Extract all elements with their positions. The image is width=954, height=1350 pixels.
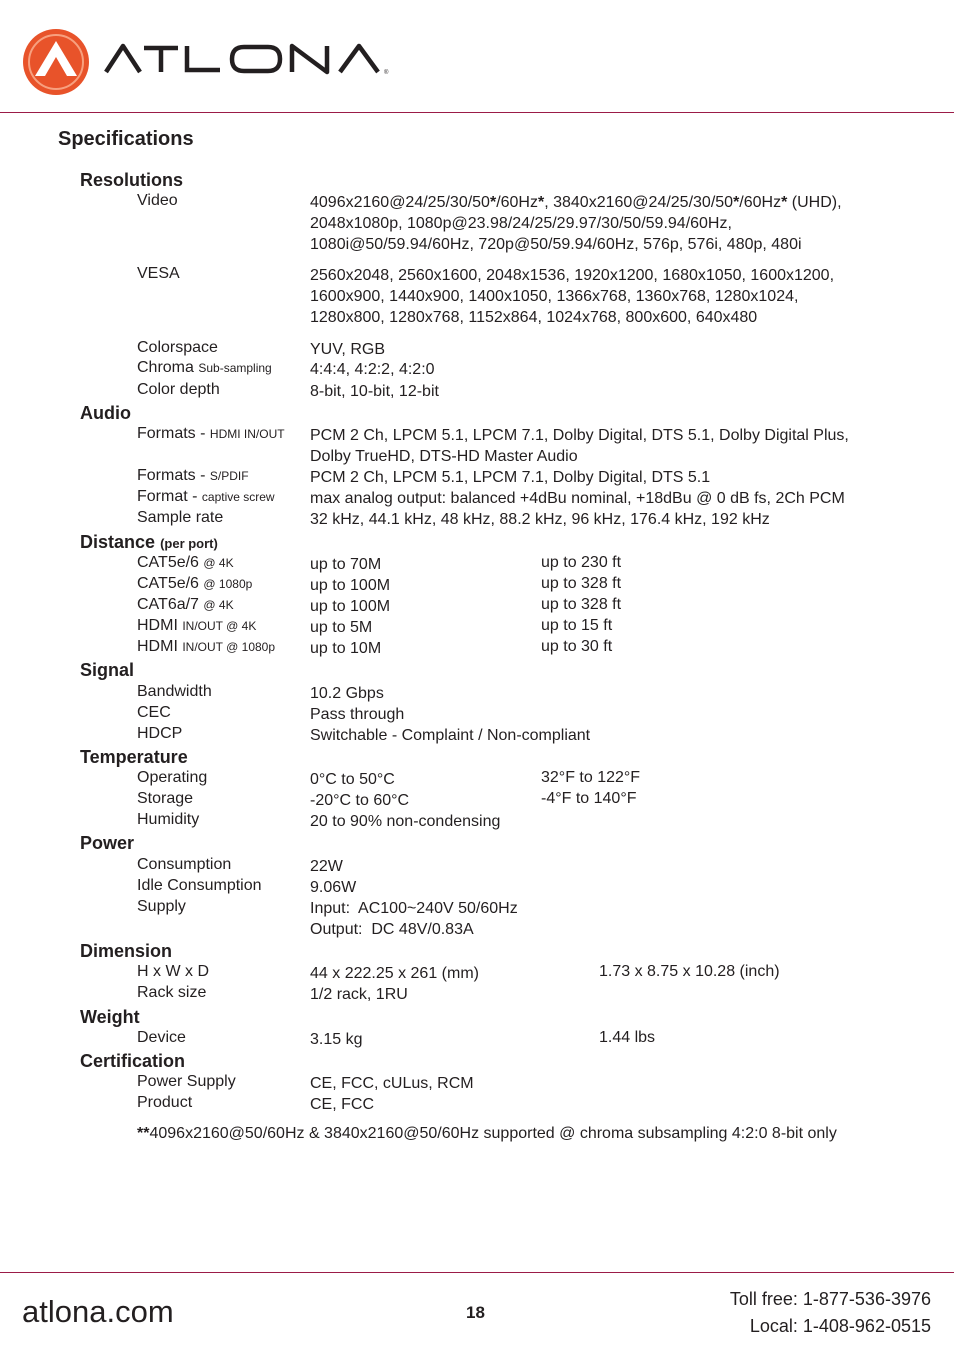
- atlona-logo: [22, 24, 442, 100]
- label-video: Video: [137, 192, 178, 209]
- value-distance-imperial: up to 328 ft: [541, 575, 622, 592]
- value-distance-imperial: up to 230 ft: [541, 554, 622, 571]
- value-rack-size: 1/2 rack, 1RU: [310, 986, 408, 1003]
- header-divider: [0, 112, 954, 113]
- value-cec: Pass through: [310, 706, 405, 723]
- value-formats-hdmi: [310, 425, 849, 467]
- website-link[interactable]: atlona.com: [22, 1294, 174, 1329]
- video-line-1: 4096x2160@24/25/30/50*/60Hz*, 3840x2160@24/25/30/50*/60Hz* (UHD),: [310, 194, 842, 211]
- label-format-captive: Format - captive screw: [137, 488, 275, 505]
- page-number: 18: [466, 1303, 485, 1322]
- section-resolutions: Resolutions: [80, 170, 184, 190]
- label-idle-consumption: Idle Consumption: [137, 877, 262, 894]
- value-vesa: [310, 265, 834, 328]
- value-consumption: 22W: [310, 858, 343, 875]
- value-formats-spdif: PCM 2 Ch, LPCM 5.1, LPCM 7.1, Dolby Digital, DTS 5.1: [310, 469, 711, 486]
- value-distance-metric: up to 10M: [310, 640, 382, 657]
- toll-free-phone: Toll free: 1-877-536-3976: [729, 1289, 931, 1309]
- label-humidity: Humidity: [137, 811, 200, 828]
- value-operating-f: 32°F to 122°F: [541, 769, 641, 786]
- value-hwd-inch: 1.73 x 8.75 x 10.28 (inch): [599, 963, 780, 980]
- value-storage-c: -20°C to 60°C: [310, 792, 410, 809]
- value-humidity: 20 to 90% non-condensing: [310, 813, 501, 830]
- label-distance-row: CAT5e/6 @ 4K: [137, 554, 234, 571]
- label-bandwidth: Bandwidth: [137, 683, 212, 700]
- footer-divider: [0, 1272, 954, 1273]
- label-operating: Operating: [137, 769, 208, 786]
- value-product: CE, FCC: [310, 1096, 374, 1113]
- label-hwd: H x W x D: [137, 963, 209, 980]
- value-bandwidth: 10.2 Gbps: [310, 685, 384, 702]
- label-hdcp: HDCP: [137, 725, 183, 742]
- value-distance-imperial: up to 30 ft: [541, 638, 613, 655]
- vesa-line-2: 1600x900, 1440x900, 1400x1050, 1366x768, 1360x768, 1280x1024,: [310, 288, 799, 305]
- vesa-line-1: 2560x2048, 2560x1600, 2048x1536, 1920x1200, 1680x1050, 1600x1200,: [310, 267, 835, 284]
- value-supply: [310, 898, 518, 940]
- value-chroma: 4:4:4, 4:2:2, 4:2:0: [310, 361, 435, 378]
- section-weight: Weight: [80, 1007, 140, 1027]
- video-line-3: 1080i@50/59.94/60Hz, 720p@50/59.94/60Hz, 576p, 576i, 480p, 480i: [310, 236, 802, 253]
- value-device-kg: 3.15 kg: [310, 1031, 363, 1048]
- value-distance-imperial: up to 328 ft: [541, 596, 622, 613]
- label-vesa: VESA: [137, 265, 180, 282]
- value-distance-metric: up to 100M: [310, 577, 391, 594]
- label-device: Device: [137, 1029, 186, 1046]
- supply-output: Output: DC 48V/0.83A: [310, 921, 474, 938]
- label-cec: CEC: [137, 704, 171, 721]
- vesa-line-3: 1280x800, 1280x768, 1152x864, 1024x768, 800x600, 640x480: [310, 309, 758, 326]
- section-audio: Audio: [80, 403, 131, 423]
- section-dimension: Dimension: [80, 941, 173, 961]
- label-product: Product: [137, 1094, 193, 1111]
- label-storage: Storage: [137, 790, 194, 807]
- value-sample-rate: 32 kHz, 44.1 kHz, 48 kHz, 88.2 kHz, 96 kHz, 176.4 kHz, 192 kHz: [310, 511, 770, 528]
- label-distance-row: HDMI IN/OUT @ 4K: [137, 617, 257, 634]
- value-format-captive: max analog output: balanced +4dBu nominal, +18dBu @ 0 dB fs, 2Ch PCM: [310, 490, 845, 507]
- label-distance-row: CAT5e/6 @ 1080p: [137, 575, 253, 592]
- registered-mark: ®: [384, 70, 389, 76]
- video-line-2: 2048x1080p, 1080p@23.98/24/25/29.97/30/50/59.94/60Hz,: [310, 215, 732, 232]
- label-distance-row: CAT6a/7 @ 4K: [137, 596, 234, 613]
- label-sample-rate: Sample rate: [137, 509, 224, 526]
- value-storage-f: -4°F to 140°F: [541, 790, 637, 807]
- label-colorspace: Colorspace: [137, 339, 218, 356]
- label-formats-hdmi: Formats - HDMI IN/OUT: [137, 425, 285, 442]
- section-distance: Distance (per port): [80, 532, 218, 552]
- atlona-logo-svg: [22, 24, 442, 100]
- section-certification: Certification: [80, 1051, 186, 1071]
- label-rack-size: Rack size: [137, 984, 207, 1001]
- value-distance-metric: up to 100M: [310, 598, 391, 615]
- value-operating-c: 0°C to 50°C: [310, 771, 395, 788]
- value-distance-imperial: up to 15 ft: [541, 617, 613, 634]
- supply-input: Input: AC100~240V 50/60Hz: [310, 900, 518, 917]
- label-distance-row: HDMI IN/OUT @ 1080p: [137, 638, 276, 655]
- value-device-lbs: 1.44 lbs: [599, 1029, 656, 1046]
- value-idle-consumption: 9.06W: [310, 879, 357, 896]
- section-power: Power: [80, 833, 135, 853]
- value-color-depth: 8-bit, 10-bit, 12-bit: [310, 383, 439, 400]
- formats-hdmi-line-2: Dolby TrueHD, DTS-HD Master Audio: [310, 448, 578, 465]
- section-temperature: Temperature: [80, 747, 188, 767]
- value-distance-metric: up to 5M: [310, 619, 373, 636]
- value-video: [310, 192, 842, 255]
- formats-hdmi-line-1: PCM 2 Ch, LPCM 5.1, LPCM 7.1, Dolby Digital, DTS 5.1, Dolby Digital Plus,: [310, 427, 849, 444]
- page-title: Specifications: [58, 128, 194, 150]
- value-hwd-mm: 44 x 222.25 x 261 (mm): [310, 965, 479, 982]
- section-signal: Signal: [80, 660, 135, 680]
- local-phone: Local: 1-408-962-0515: [749, 1316, 931, 1336]
- label-formats-spdif: Formats - S/PDIF: [137, 467, 249, 484]
- label-power-supply: Power Supply: [137, 1073, 236, 1090]
- label-consumption: Consumption: [137, 856, 232, 873]
- footnote-marker: *: [137, 1125, 144, 1142]
- label-color-depth: Color depth: [137, 381, 220, 398]
- label-chroma: Chroma Sub-sampling: [137, 359, 272, 376]
- value-colorspace: YUV, RGB: [310, 341, 385, 358]
- value-distance-metric: up to 70M: [310, 556, 382, 573]
- value-power-supply: CE, FCC, cULus, RCM: [310, 1075, 474, 1092]
- footnote-text: 4096x2160@50/60Hz & 3840x2160@50/60Hz supported @ chroma subsampling 4:2:0 8-bit only: [149, 1125, 837, 1142]
- value-hdcp: Switchable - Complaint / Non-compliant: [310, 727, 591, 744]
- logo-circle-icon: [23, 29, 89, 95]
- label-supply: Supply: [137, 898, 186, 915]
- footnote: **4096x2160@50/60Hz & 3840x2160@50/60Hz supported @ chroma subsampling 4:2:0 8-bit only: [137, 1125, 837, 1142]
